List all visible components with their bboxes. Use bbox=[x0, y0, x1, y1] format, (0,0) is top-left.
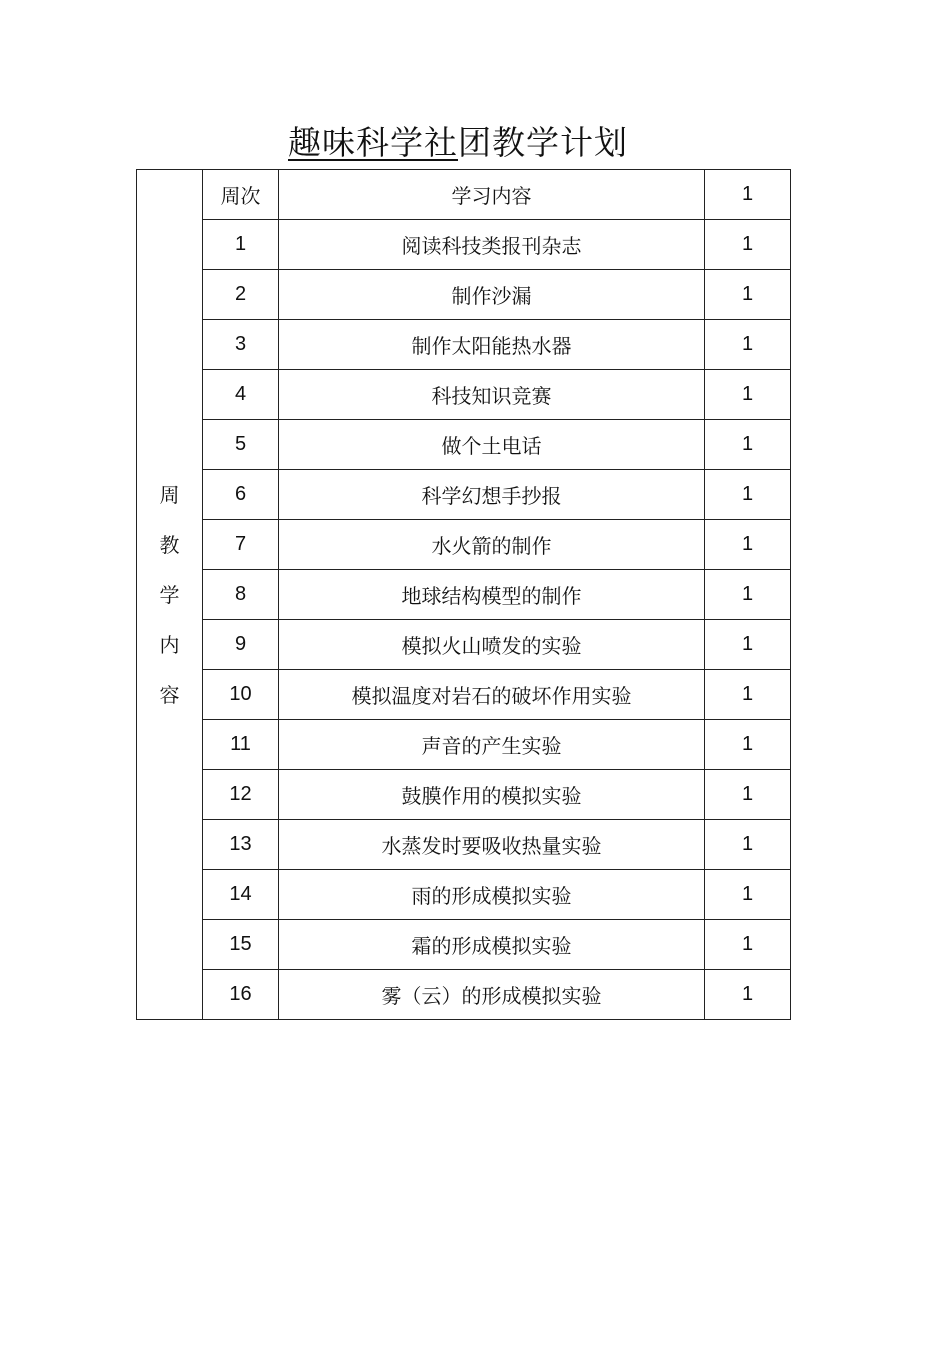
table-row bbox=[137, 970, 791, 1020]
row-hours-cell: 1 bbox=[705, 770, 791, 820]
document-title-rest: 团教学计划 bbox=[458, 123, 628, 162]
row-week-cell: 7 bbox=[203, 520, 279, 570]
table-row bbox=[137, 420, 791, 470]
table-row bbox=[137, 720, 791, 770]
side-label-char: 内 bbox=[159, 632, 180, 657]
row-content-cell: 鼓膜作用的模拟实验 bbox=[279, 770, 705, 820]
side-label bbox=[137, 470, 202, 720]
row-hours-cell: 1 bbox=[705, 870, 791, 920]
row-content-cell: 水蒸发时要吸收热量实验 bbox=[279, 820, 705, 870]
row-content-cell: 做个土电话 bbox=[279, 420, 705, 470]
row-content-cell: 雨的形成模拟实验 bbox=[279, 870, 705, 920]
row-content-cell: 科技知识竞赛 bbox=[279, 370, 705, 420]
row-hours-cell: 1 bbox=[705, 520, 791, 570]
table-row bbox=[137, 520, 791, 570]
table-row bbox=[137, 320, 791, 370]
row-week-cell: 10 bbox=[203, 670, 279, 720]
header-hours: 1 bbox=[705, 170, 791, 220]
row-hours-cell: 1 bbox=[705, 620, 791, 670]
row-hours-cell: 1 bbox=[705, 270, 791, 320]
side-label-char: 容 bbox=[159, 682, 180, 707]
row-hours-cell: 1 bbox=[705, 470, 791, 520]
table-row bbox=[137, 770, 791, 820]
row-content-cell: 制作沙漏 bbox=[279, 270, 705, 320]
table-row bbox=[137, 670, 791, 720]
row-week-cell: 8 bbox=[203, 570, 279, 620]
row-content-cell: 科学幻想手抄报 bbox=[279, 470, 705, 520]
row-content-cell: 雾（云）的形成模拟实验 bbox=[279, 970, 705, 1020]
row-week-cell: 13 bbox=[203, 820, 279, 870]
row-week-cell: 11 bbox=[203, 720, 279, 770]
table-row bbox=[137, 920, 791, 970]
row-hours-cell: 1 bbox=[705, 320, 791, 370]
row-hours-cell: 1 bbox=[705, 220, 791, 270]
table-row bbox=[137, 870, 791, 920]
row-content-cell: 模拟温度对岩石的破坏作用实验 bbox=[279, 670, 705, 720]
table-row bbox=[137, 220, 791, 270]
side-label-char: 周 bbox=[159, 482, 180, 507]
table-row bbox=[137, 270, 791, 320]
table-header-row bbox=[137, 170, 791, 220]
row-content-cell: 霜的形成模拟实验 bbox=[279, 920, 705, 970]
row-week-cell: 4 bbox=[203, 370, 279, 420]
document-title-underlined: 趣味科学社 bbox=[288, 123, 458, 162]
row-week-cell: 15 bbox=[203, 920, 279, 970]
table-row bbox=[137, 820, 791, 870]
row-week-cell: 3 bbox=[203, 320, 279, 370]
row-hours-cell: 1 bbox=[705, 820, 791, 870]
row-week-cell: 5 bbox=[203, 420, 279, 470]
row-hours-cell: 1 bbox=[705, 370, 791, 420]
row-content-cell: 阅读科技类报刊杂志 bbox=[279, 220, 705, 270]
row-hours-cell: 1 bbox=[705, 420, 791, 470]
row-content-cell: 地球结构模型的制作 bbox=[279, 570, 705, 620]
row-week-cell: 1 bbox=[203, 220, 279, 270]
row-week-cell: 2 bbox=[203, 270, 279, 320]
row-hours-cell: 1 bbox=[705, 670, 791, 720]
document-title bbox=[0, 118, 916, 168]
row-hours-cell: 1 bbox=[705, 570, 791, 620]
row-content-cell: 水火箭的制作 bbox=[279, 520, 705, 570]
row-hours-cell: 1 bbox=[705, 920, 791, 970]
row-week-cell: 16 bbox=[203, 970, 279, 1020]
table-row bbox=[137, 570, 791, 620]
table-row bbox=[137, 370, 791, 420]
teaching-plan-table bbox=[136, 169, 791, 1020]
row-content-cell: 模拟火山喷发的实验 bbox=[279, 620, 705, 670]
table-row bbox=[137, 470, 791, 520]
row-hours-cell: 1 bbox=[705, 970, 791, 1020]
side-label-char: 学 bbox=[159, 582, 180, 607]
row-content-cell: 声音的产生实验 bbox=[279, 720, 705, 770]
header-week: 周次 bbox=[203, 170, 279, 220]
table-row bbox=[137, 620, 791, 670]
row-week-cell: 12 bbox=[203, 770, 279, 820]
row-week-cell: 14 bbox=[203, 870, 279, 920]
side-label-cell bbox=[137, 170, 203, 1020]
row-content-cell: 制作太阳能热水器 bbox=[279, 320, 705, 370]
row-week-cell: 6 bbox=[203, 470, 279, 520]
header-content: 学习内容 bbox=[279, 170, 705, 220]
side-label-char: 教 bbox=[159, 532, 180, 557]
row-hours-cell: 1 bbox=[705, 720, 791, 770]
row-week-cell: 9 bbox=[203, 620, 279, 670]
